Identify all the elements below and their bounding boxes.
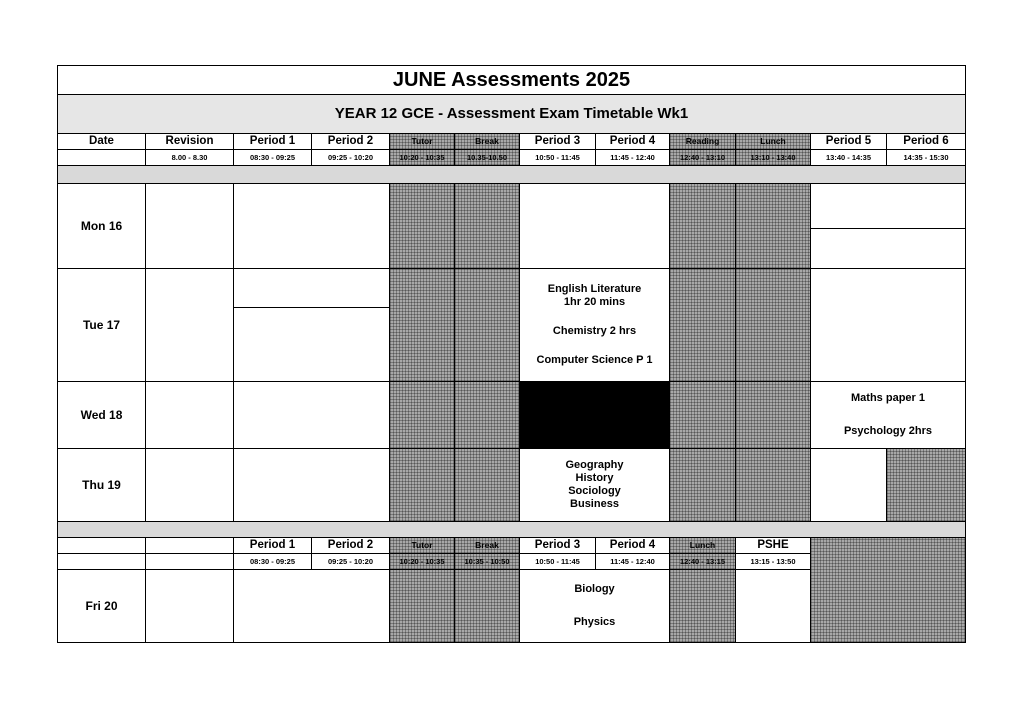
fri-header-revision-blank [145, 537, 234, 554]
exam-maths-paper-1: Maths paper 1 [851, 391, 925, 404]
thu-period-6 [886, 448, 966, 522]
exam-physics: Physics [573, 616, 616, 628]
wed-period-5-6-exams [810, 381, 966, 449]
fri-period-5-6-blocked [810, 537, 966, 643]
exam-english-literature-duration: 1hr 20 mins [563, 295, 626, 308]
day-fri: Fri 20 [57, 569, 146, 643]
fri-tutor [389, 569, 455, 643]
exam-history: History [575, 471, 614, 484]
fri-header-period-4: Period 4 [595, 537, 670, 554]
fri-header-period-2: Period 2 [311, 537, 390, 554]
time-period-2: 09:25 - 10:20 [311, 149, 390, 166]
thu-reading [669, 448, 736, 522]
header-reading: Reading [669, 133, 736, 150]
time-date-blank [57, 149, 146, 166]
fri-time-period-1: 08:30 - 09:25 [233, 553, 312, 570]
header-period-4: Period 4 [595, 133, 670, 150]
tue-revision [145, 268, 234, 382]
exam-psychology: Psychology 2hrs [843, 425, 933, 437]
fri-header-break: Break [454, 537, 520, 554]
thu-revision [145, 448, 234, 522]
fri-time-period-2: 09:25 - 10:20 [311, 553, 390, 570]
header-period-3: Period 3 [519, 133, 596, 150]
wed-lunch [735, 381, 811, 449]
thu-lunch [735, 448, 811, 522]
mon-tutor [389, 183, 455, 269]
header-date: Date [57, 133, 146, 150]
day-tue: Tue 17 [57, 268, 146, 382]
mon-lunch [735, 183, 811, 269]
time-break: 10.35-10.50 [454, 149, 520, 166]
header-period-5: Period 5 [810, 133, 887, 150]
fri-time-lunch: 12:40 - 13:15 [669, 553, 736, 570]
exam-chemistry: Chemistry 2 hrs [552, 325, 637, 337]
time-lunch: 13:10 - 13:40 [735, 149, 811, 166]
fri-header-blank [57, 537, 146, 554]
tue-reading [669, 268, 736, 382]
tue-period-1-2-upper [233, 268, 390, 308]
fri-pshe [735, 569, 811, 643]
day-thu: Thu 19 [57, 448, 146, 522]
day-mon: Mon 16 [57, 183, 146, 269]
thu-period-5 [810, 448, 887, 522]
fri-time-revision-blank [145, 553, 234, 570]
thu-period-1-2 [233, 448, 390, 522]
exam-biology: Biology [574, 582, 615, 595]
fri-time-blank [57, 553, 146, 570]
fri-header-tutor: Tutor [389, 537, 455, 554]
mon-period-5-6-upper [810, 183, 966, 229]
header-period-6: Period 6 [886, 133, 966, 150]
exam-english-literature: English Literature [547, 282, 642, 295]
fri-header-period-1: Period 1 [233, 537, 312, 554]
time-period-5: 13:40 - 14:35 [810, 149, 887, 166]
exam-computer-science: Computer Science P 1 [536, 354, 653, 367]
wed-reading [669, 381, 736, 449]
time-period-6: 14:35 - 15:30 [886, 149, 966, 166]
mon-reading [669, 183, 736, 269]
time-period-3: 10:50 - 11:45 [519, 149, 596, 166]
tue-tutor [389, 268, 455, 382]
header-tutor: Tutor [389, 133, 455, 150]
fri-period-3-4-exams [519, 569, 670, 643]
exam-sociology: Sociology [568, 485, 621, 497]
separator-row-2 [57, 521, 966, 538]
header-lunch: Lunch [735, 133, 811, 150]
fri-time-tutor: 10:20 - 10:35 [389, 553, 455, 570]
wed-tutor [389, 381, 455, 449]
exam-geography: Geography [565, 458, 624, 471]
fri-time-period-4: 11:45 - 12:40 [595, 553, 670, 570]
page-title: JUNE Assessments 2025 [57, 65, 966, 95]
header-period-1: Period 1 [233, 133, 312, 150]
header-break: Break [454, 133, 520, 150]
fri-break [454, 569, 520, 643]
fri-header-lunch: Lunch [669, 537, 736, 554]
fri-lunch [669, 569, 736, 643]
header-revision: Revision [145, 133, 234, 150]
page-subtitle: YEAR 12 GCE - Assessment Exam Timetable Wk1 [57, 94, 966, 134]
tue-break [454, 268, 520, 382]
fri-time-period-3: 10:50 - 11:45 [519, 553, 596, 570]
thu-break [454, 448, 520, 522]
header-period-2: Period 2 [311, 133, 390, 150]
day-wed: Wed 18 [57, 381, 146, 449]
mon-revision [145, 183, 234, 269]
mon-period-3-4 [519, 183, 670, 269]
tue-period-5-6 [810, 268, 966, 382]
tue-period-1-2-lower [233, 307, 390, 382]
separator-row [57, 165, 966, 184]
tue-lunch [735, 268, 811, 382]
time-period-1: 08:30 - 09:25 [233, 149, 312, 166]
exam-business: Business [570, 498, 619, 511]
fri-time-break: 10:35 - 10:50 [454, 553, 520, 570]
time-period-4: 11:45 - 12:40 [595, 149, 670, 166]
fri-period-1-2 [233, 569, 390, 643]
time-tutor: 10:20 - 10:35 [389, 149, 455, 166]
fri-time-pshe: 13:15 - 13:50 [735, 553, 811, 570]
wed-period-1-2 [233, 381, 390, 449]
thu-tutor [389, 448, 455, 522]
mon-break [454, 183, 520, 269]
fri-header-pshe: PSHE [735, 537, 811, 554]
fri-header-period-3: Period 3 [519, 537, 596, 554]
time-reading: 12:40 - 13:10 [669, 149, 736, 166]
wed-revision [145, 381, 234, 449]
wed-period-3-4-blocked [519, 381, 670, 449]
thu-period-3-4-exams [519, 448, 670, 522]
timetable [57, 65, 966, 643]
tue-period-3-4-exams [519, 268, 670, 382]
mon-period-1-2 [233, 183, 390, 269]
fri-revision [145, 569, 234, 643]
time-revision: 8.00 - 8.30 [145, 149, 234, 166]
mon-period-5-6-lower [810, 228, 966, 269]
wed-break [454, 381, 520, 449]
